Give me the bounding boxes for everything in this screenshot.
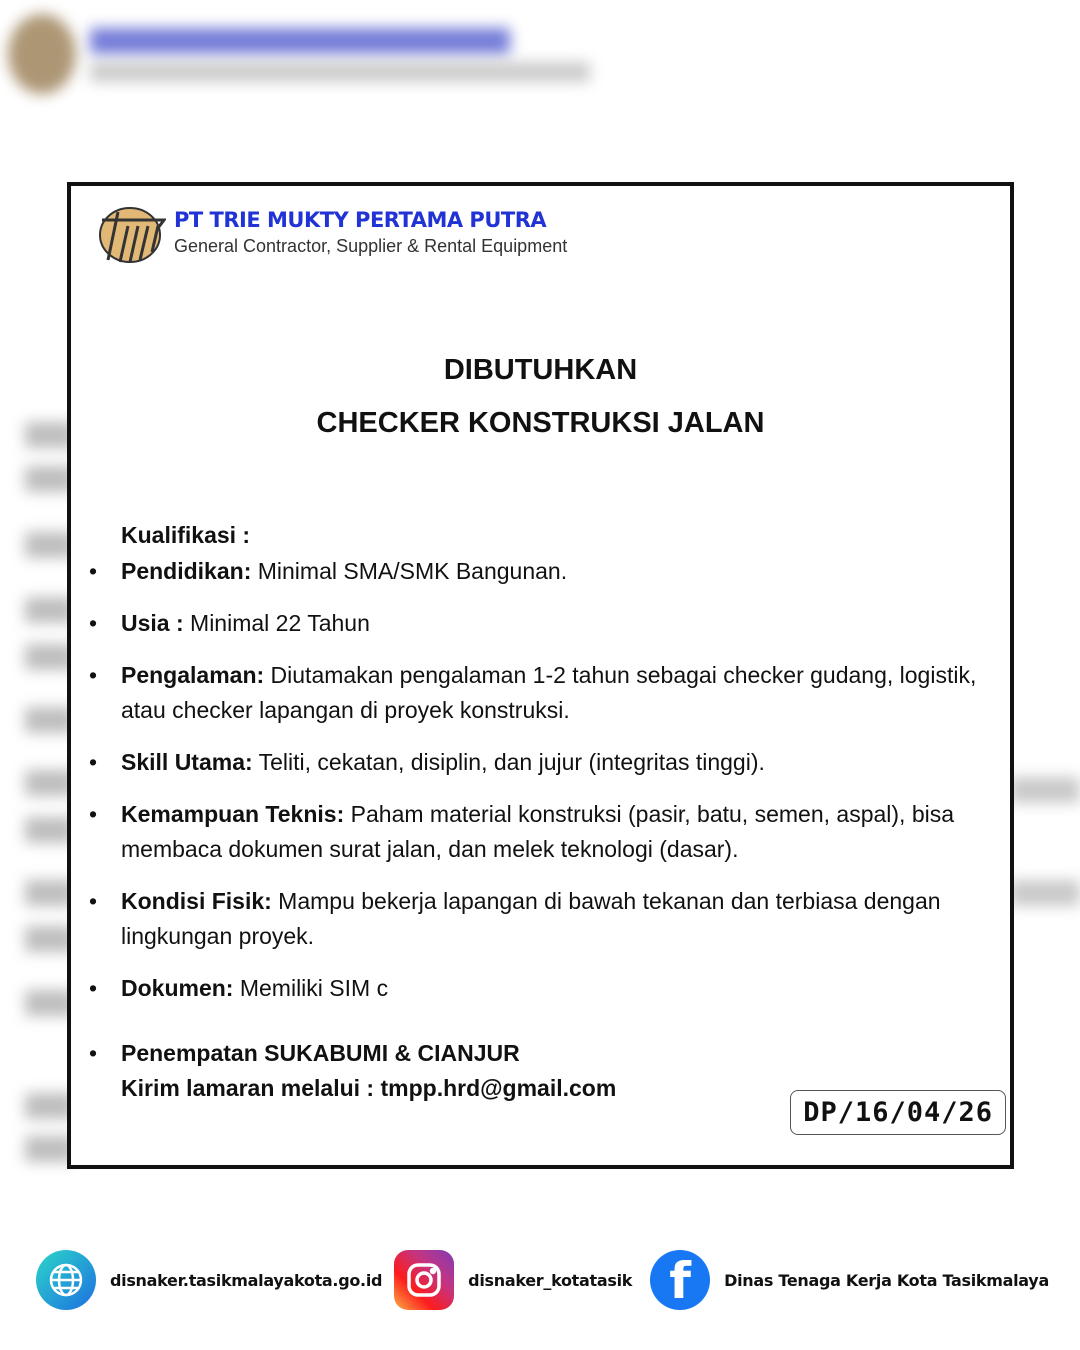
- item-label: Pendidikan:: [121, 558, 252, 584]
- title-line-1: DIBUTUHKAN: [443, 354, 638, 386]
- item-label: Usia :: [121, 610, 184, 636]
- item-text: Diutamakan pengalaman 1-2 tahun sebagai checker gudang, logistik, atau checker lapangan di proyek konstruksi.: [121, 662, 977, 723]
- company-tagline: General Contractor, Supplier & Rental Equipment: [174, 236, 568, 256]
- list-item: [121, 658, 1001, 728]
- placement-text: Penempatan SUKABUMI & CIANJUR: [121, 1040, 520, 1066]
- item-text: Mampu bekerja lapangan di bawah tekanan dan terbiasa dengan lingkungan proyek.: [121, 888, 941, 949]
- item-label: Dokumen:: [121, 975, 234, 1001]
- item-label: Pengalaman:: [121, 662, 265, 688]
- list-item: [121, 745, 1001, 780]
- item-text: Teliti, cekatan, disiplin, dan jujur (integritas tinggi).: [252, 749, 765, 775]
- list-item: [121, 971, 1001, 1006]
- item-text: Memiliki SIM c: [233, 975, 389, 1001]
- qualifications-list: [121, 554, 1001, 1123]
- globe-icon: [36, 1250, 96, 1310]
- blurred-background-title: [90, 28, 510, 54]
- title-line-2: CHECKER KONSTRUKSI JALAN: [316, 407, 765, 439]
- item-label: Kemampuan Teknis:: [121, 801, 345, 827]
- footer: [36, 1250, 1061, 1310]
- job-posting-card: [67, 182, 1014, 1169]
- instagram-icon: [394, 1250, 454, 1310]
- item-text: Minimal SMA/SMK Bangunan.: [251, 558, 568, 584]
- website-link[interactable]: disnaker.tasikmalayakota.go.id: [110, 1270, 383, 1290]
- item-text: Paham material konstruksi (pasir, batu, semen, aspal), bisa membaca dokumen surat jalan, dan melek teknologi (dasar).: [121, 801, 955, 862]
- list-item: [121, 606, 1001, 641]
- qualifications-label: Kualifikasi :: [121, 522, 251, 548]
- instagram-link[interactable]: disnaker_kotatasik: [468, 1270, 633, 1290]
- item-label: Skill Utama:: [121, 749, 253, 775]
- blurred-background-subtitle: [90, 62, 590, 82]
- posting-code-badge: DP/16/04/26: [790, 1090, 1006, 1135]
- facebook-link[interactable]: Dinas Tenaga Kerja Kota Tasikmalaya: [724, 1270, 1049, 1290]
- blurred-background-text: [1010, 880, 1080, 906]
- list-item: [121, 554, 1001, 589]
- list-item: [121, 884, 1001, 954]
- company-name: PT TRIE MUKTY PERTAMA PUTRA: [174, 208, 547, 232]
- list-item: [121, 797, 1001, 867]
- item-label: Kondisi Fisik:: [121, 888, 272, 914]
- apply-text: Kirim lamaran melalui : tmpp.hrd@gmail.com: [121, 1075, 617, 1101]
- blurred-background-logo: [8, 14, 76, 94]
- facebook-icon: f: [650, 1250, 710, 1310]
- blurred-background-text: [1010, 777, 1080, 803]
- company-logo-icon: [98, 202, 166, 264]
- item-text: Minimal 22 Tahun: [183, 610, 370, 636]
